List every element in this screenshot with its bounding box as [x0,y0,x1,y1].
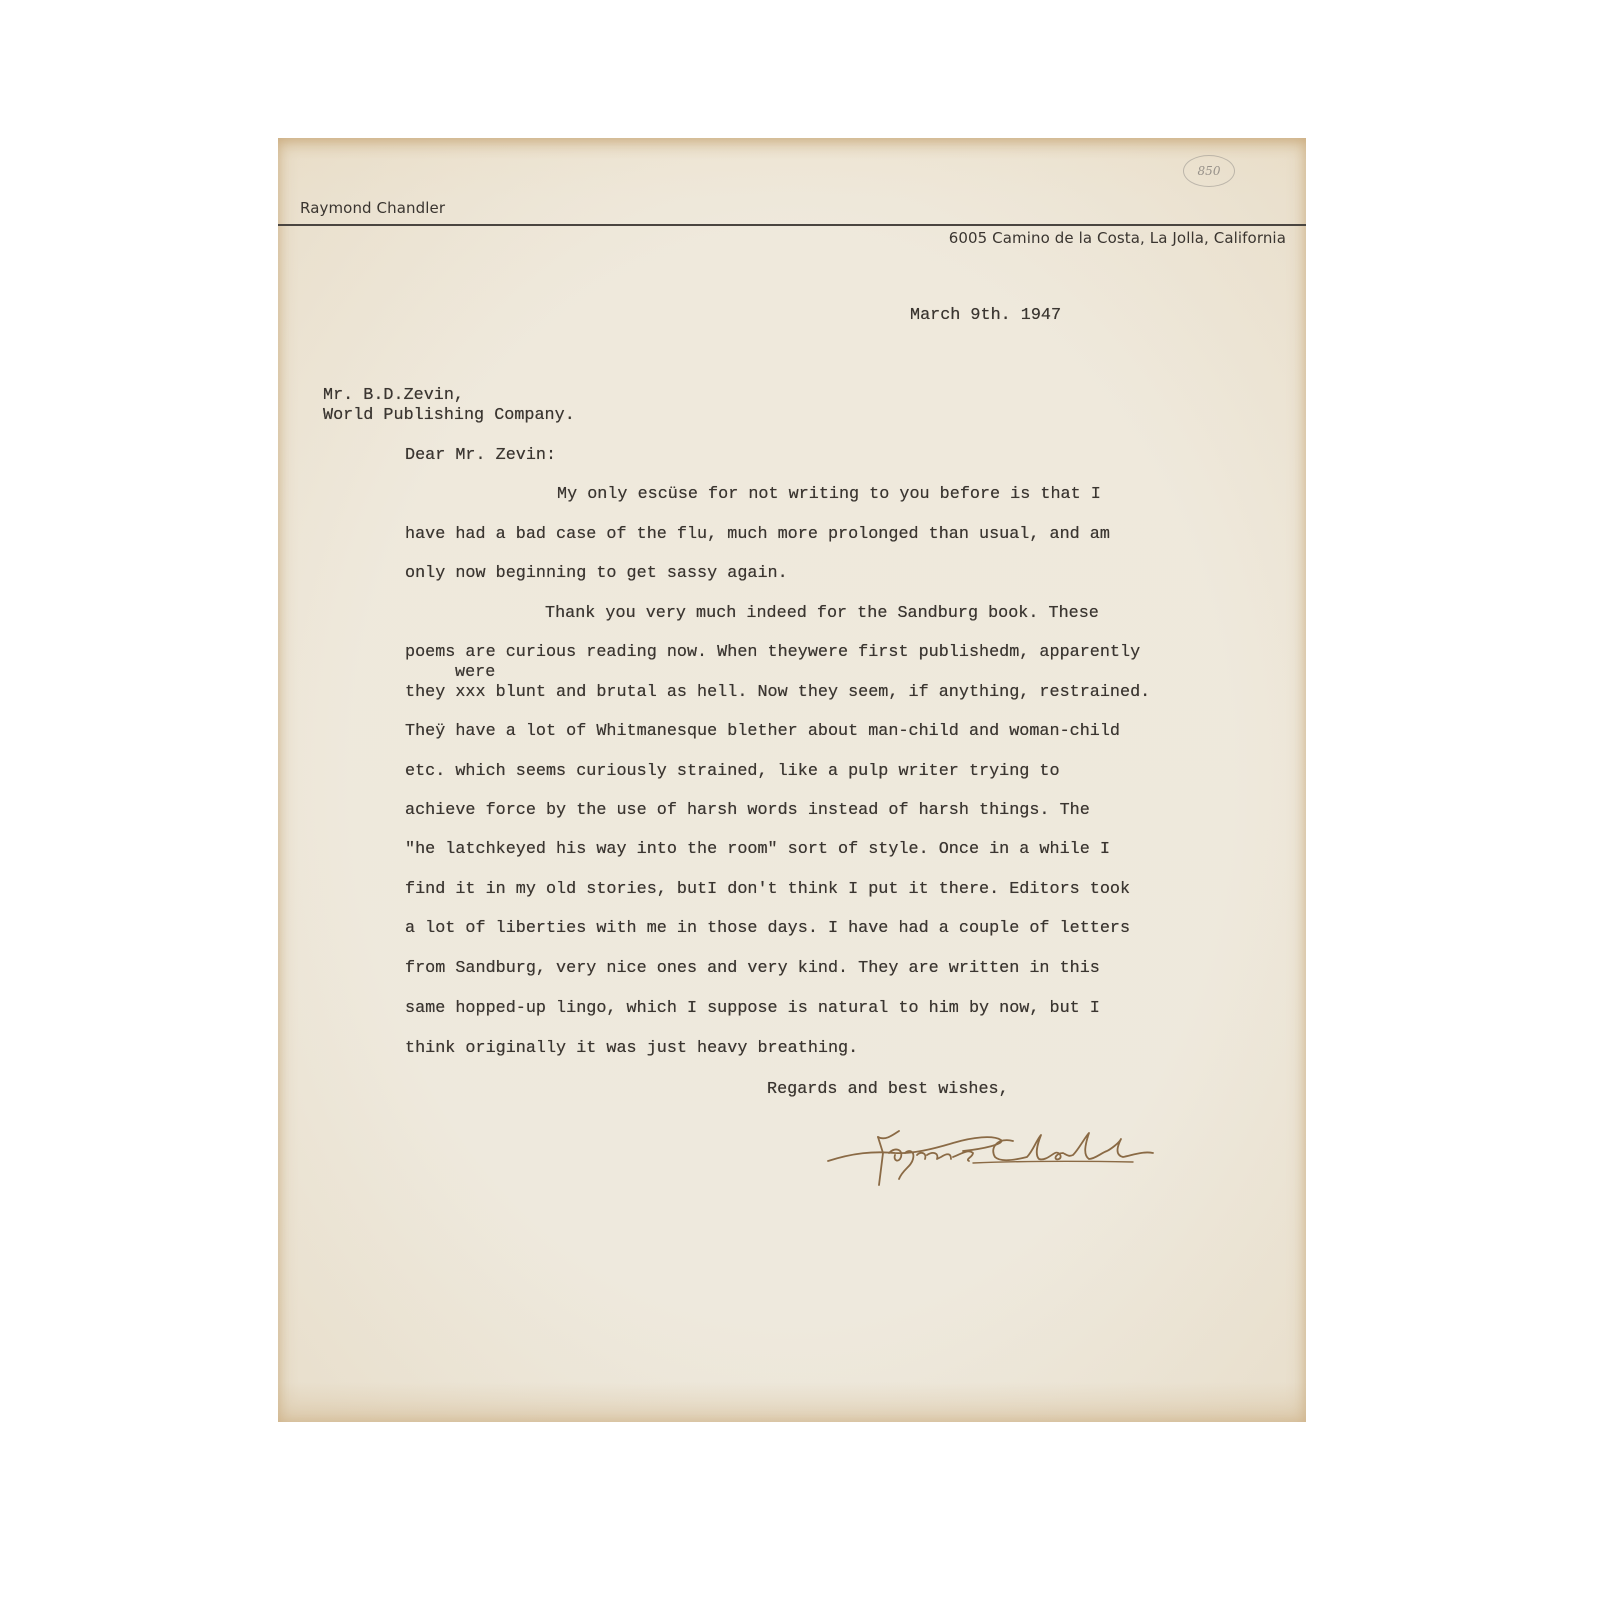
recipient-company: World Publishing Company. [323,406,575,425]
letter-page [278,138,1306,1422]
body-line: achieve force by the use of harsh words instead of harsh things. The [405,801,1090,820]
body-line: think originally it was just heavy breathing. [405,1039,859,1058]
body-line: they xxx blunt and brutal as hell. Now they seem, if anything, restrained. [405,683,1151,702]
body-line: poems are curious reading now. When theywere first publishedm, apparently [405,643,1141,662]
body-line: "he latchkeyed his way into the room" sort of style. Once in a while I [405,840,1110,859]
body-line: from Sandburg, very nice ones and very kind. They are written in this [405,959,1100,978]
salutation: Dear Mr. Zevin: [405,446,557,465]
body-line: etc. which seems curiously strained, like a pulp writer trying to [405,762,1060,781]
letterhead-address: 6005 Camino de la Costa, La Jolla, California [948,229,1286,247]
body-line: find it in my old stories, butI don't think I put it there. Editors took [405,880,1131,899]
letterhead-name: Raymond Chandler [300,199,446,217]
recipient-name: Mr. B.D.Zevin, [323,386,464,405]
body-line: only now beginning to get sassy again. [405,564,788,583]
handwritten-signature [823,1123,1163,1193]
body-line: Theÿ have a lot of Whitmanesque blether about man-child and woman-child [405,722,1120,741]
body-line: a lot of liberties with me in those days. I have had a couple of letters [405,919,1131,938]
interlinear-insertion: were [455,663,496,682]
body-line: My only escüse for not writing to you before is that I [557,485,1101,504]
letterhead-rule [278,224,1306,226]
body-line: Thank you very much indeed for the Sandburg book. These [545,604,1099,623]
body-line: have had a bad case of the flu, much more prolonged than usual, and am [405,525,1110,544]
pencil-annotation: 850 [1183,155,1235,187]
closing: Regards and best wishes, [767,1080,1009,1099]
body-line: same hopped-up lingo, which I suppose is natural to him by now, but I [405,999,1100,1018]
letter-date: March 9th. 1947 [910,306,1062,325]
